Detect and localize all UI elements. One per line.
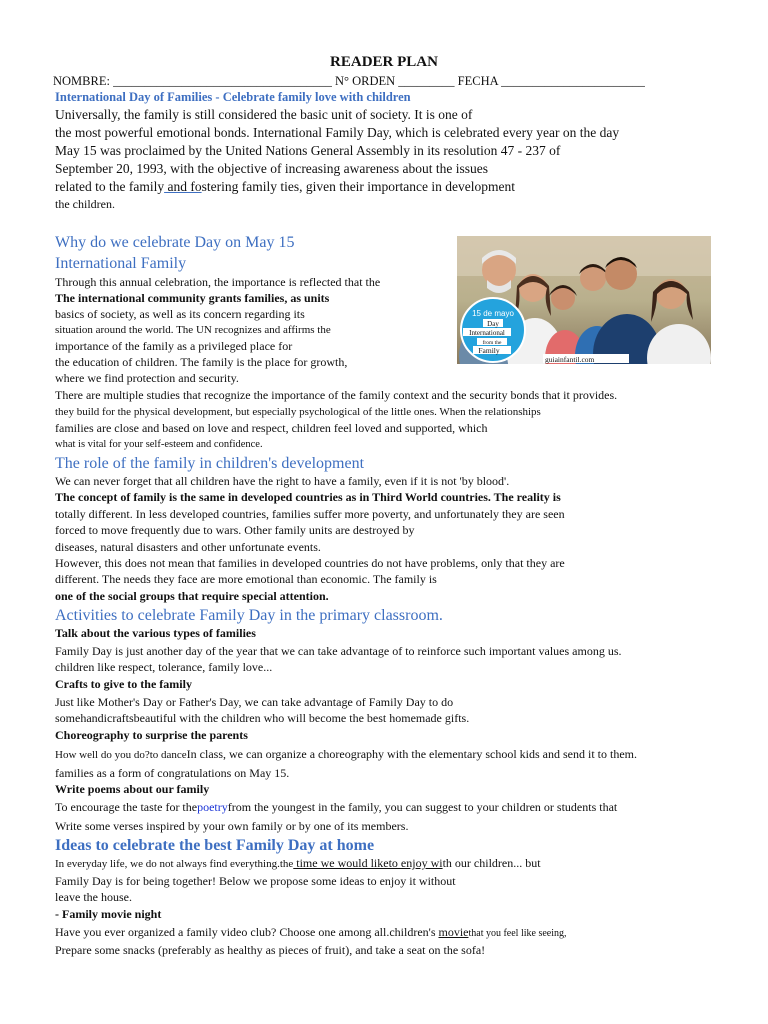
paragraph-line: they build for the physical development, but especially psychological of the little ones. When the relationships: [55, 406, 541, 418]
paragraph-line: We can never forget that all children have the right to have a family, even if it is not 'by blood'.: [55, 474, 510, 488]
activity-title: Write poems about our family: [55, 782, 210, 796]
paragraph-line: There are multiple studies that recognize the importance of the family context and the security bonds that it provides.: [55, 388, 618, 402]
paragraph-line: Family Day is for being together! Below we propose some ideas to enjoy it without: [55, 874, 456, 888]
orden-line[interactable]: _________: [398, 74, 455, 88]
paragraph-line: basics of society, as well as its concern regarding its: [55, 307, 305, 321]
paragraph-line: forced to move frequently due to wars. Other family units are destroyed by: [55, 523, 415, 537]
photo-credit: guiainfantil.com: [545, 355, 595, 364]
fecha-line[interactable]: _______________________: [501, 74, 645, 88]
section-heading-role: The role of the family in children's development: [55, 455, 365, 472]
paragraph-line: Have you ever organized a family video club? Choose one among all.children's moviethat you feel like seeing,: [55, 925, 567, 939]
section-heading-why: Why do we celebrate Day on May 15: [55, 234, 295, 251]
paragraph-line: The international community grants families, as units: [55, 291, 330, 305]
header-fields: [53, 74, 645, 89]
paragraph-line: what is vital for your self-esteem and confidence.: [55, 439, 263, 450]
activity-title: Crafts to give to the family: [55, 677, 192, 691]
idea-title: - Family movie night: [55, 907, 162, 921]
intro-line: Universally, the family is still considered the basic unit of society. It is one of: [55, 107, 473, 122]
section-heading-international-family: International Family: [55, 255, 187, 272]
paragraph-line: In everyday life, we do not always find everything.the time we would liketo enjoy with our children... but: [55, 856, 541, 870]
nombre-label: NOMBRE:: [53, 74, 110, 88]
intro-line: related to the family and fostering family ties, given their importance in development: [55, 179, 516, 194]
paragraph-line: How well do you do?to danceIn class, we can organize a choreography with the elementary school kids and send it to them.: [55, 747, 637, 761]
intro-line: the most powerful emotional bonds. International Family Day, which is celebrated every year on the day: [55, 125, 620, 140]
paragraph-line: one of the social groups that require special attention.: [55, 589, 329, 603]
paragraph-line: Prepare some snacks (preferably as healthy as pieces of fruit), and take a seat on the sofa!: [55, 943, 486, 957]
paragraph-line: diseases, natural disasters and other unfortunate events.: [55, 540, 321, 554]
paragraph-line: totally different. In less developed countries, families suffer more poverty, and unfortunately they are seen: [55, 507, 565, 521]
paragraph-line: The concept of family is the same in developed countries as in Third World countries. The reality is: [55, 490, 561, 504]
paragraph-line: Just like Mother's Day or Father's Day, we can take advantage of Family Day to do: [55, 695, 454, 709]
paragraph-line: Through this annual celebration, the importance is reflected that the: [55, 275, 381, 289]
nombre-line[interactable]: ___________________________________: [113, 74, 332, 88]
family-photo: [457, 236, 711, 364]
underlined-text: movie: [438, 925, 469, 939]
fecha-label: FECHA: [457, 74, 498, 88]
section-heading-activities: Activities to celebrate Family Day in the primary classroom.: [55, 607, 443, 624]
section-heading-ideas: Ideas to celebrate the best Family Day at home: [55, 837, 375, 854]
paragraph-line: families as a form of congratulations on May 15.: [55, 766, 290, 780]
paragraph-line: leave the house.: [55, 890, 132, 904]
underlined-text: time we would liketo enjoy wi: [293, 856, 443, 870]
paragraph-line: the education of children. The family is the place for growth,: [55, 355, 348, 369]
activity-title: Talk about the various types of families: [55, 626, 256, 640]
intro-line: May 15 was proclaimed by the United Nations General Assembly in its resolution 47 - 237 of: [55, 143, 561, 158]
paragraph-line: somehandicraftsbeautiful with the children who will become the best homemade gifts.: [55, 711, 470, 725]
document-subtitle: International Day of Families - Celebrate family love with children: [55, 90, 411, 104]
activity-title: Choreography to surprise the parents: [55, 728, 248, 742]
paragraph-line: situation around the world. The UN recognizes and affirms the: [55, 324, 331, 336]
paragraph-line: Family Day is just another day of the year that we can take advantage of to reinforce such important values among us.: [55, 644, 622, 658]
orden-label: N° ORDEN: [334, 74, 396, 88]
paragraph-line: different. The needs they face are more emotional than economic. The family is: [55, 572, 437, 586]
badge-from-the: from the: [482, 340, 502, 346]
paragraph-line: However, this does not mean that families in developed countries do not have problems, only that they are: [55, 556, 565, 570]
poetry-link[interactable]: poetry: [197, 800, 228, 814]
intro-line: the children.: [55, 197, 115, 211]
paragraph-line: To encourage the taste for thepoetryfrom the youngest in the family, you can suggest to your children or students that: [55, 800, 618, 814]
intro-line: September 20, 1993, with the objective of increasing awareness about the issues: [55, 161, 489, 176]
document-title: READER PLAN: [330, 54, 438, 70]
paragraph-line: Write some verses inspired by your own family or by one of its members.: [55, 819, 409, 833]
paragraph-line: where we find protection and security.: [55, 371, 239, 385]
badge-day: Day: [487, 320, 499, 328]
badge-date: 15 de mayo: [472, 309, 514, 318]
badge-international: International: [469, 329, 505, 337]
paragraph-line: children like respect, tolerance, family love...: [55, 660, 273, 674]
underlined-text: and fo: [164, 179, 202, 194]
paragraph-line: families are close and based on love and respect, children feel loved and supported, which: [55, 421, 488, 435]
paragraph-line: importance of the family as a privileged place for: [55, 339, 293, 353]
badge-family: Family: [478, 346, 500, 355]
family-photo-illustration: [457, 236, 711, 364]
